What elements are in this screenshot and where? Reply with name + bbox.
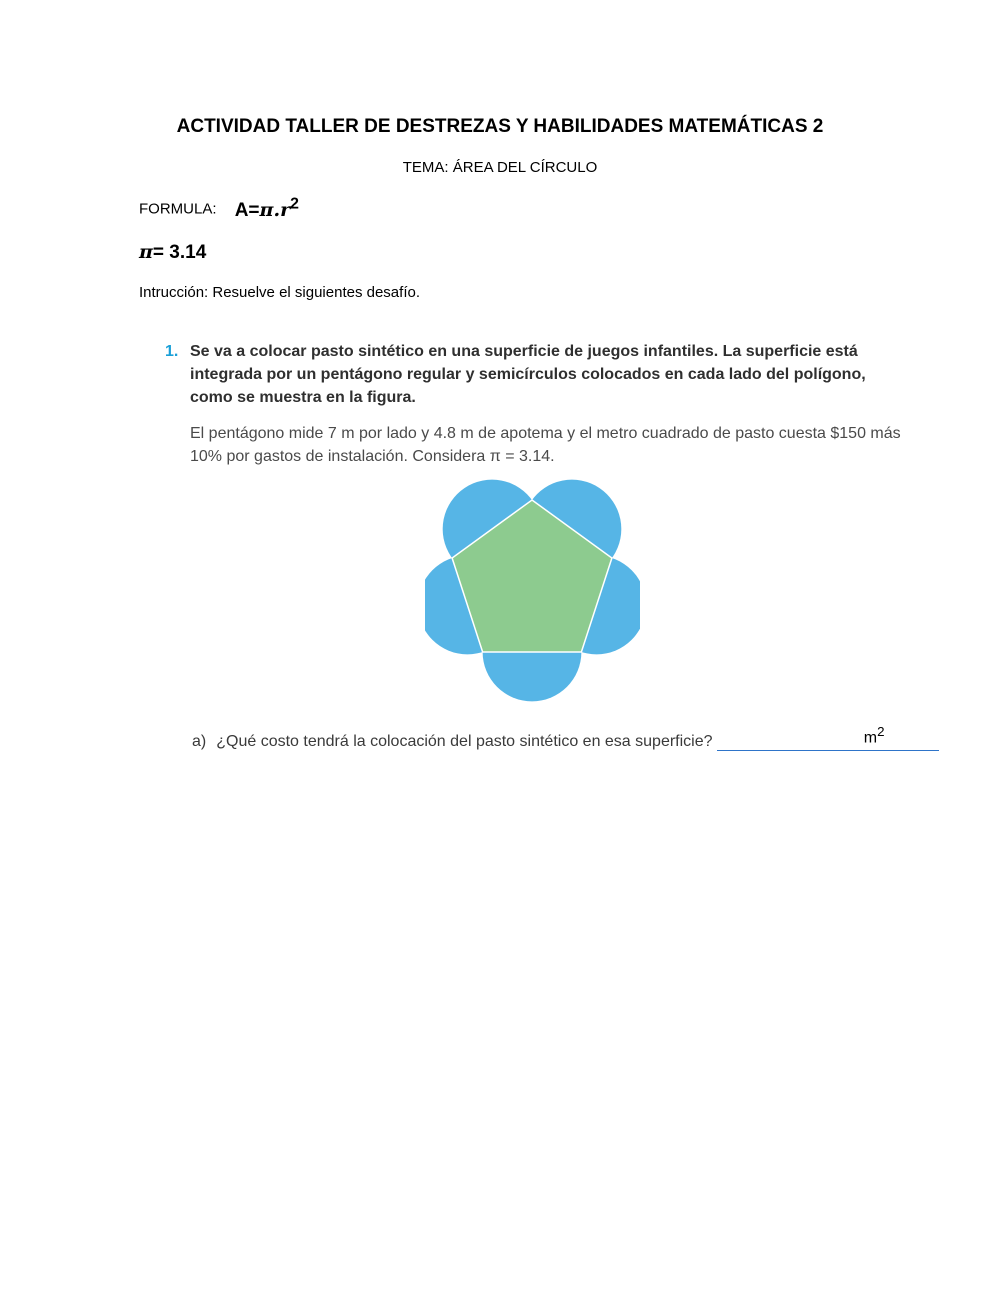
problem-statement: Se va a colocar pasto sintético en una superficie de juegos infantiles. La superficie está integrada por un pentágono regular y semicírculos colocados en cada lado del polígono, como se muestra en la figura. <box>190 343 866 406</box>
instruction-text: Intrucción: Resuelve el siguientes desafío. <box>139 284 420 301</box>
question-letter: a) <box>192 733 207 750</box>
problem-number: 1. <box>165 343 179 360</box>
formula-label: FORMULA: <box>139 200 217 218</box>
problem-details: El pentágono mide 7 m por lado y 4.8 m de apotema y el metro cuadrado de pasto cuesta $150 más 10% por gastos de instalación. Considera π = 3.14. <box>190 425 901 465</box>
formula-line <box>139 196 299 222</box>
question-text: ¿Qué costo tendrá la colocación del pasto sintético en esa superficie? <box>216 733 713 750</box>
question-a <box>192 724 939 751</box>
answer-unit: $m^2$ <box>863 724 885 747</box>
answer-blank[interactable] <box>717 724 939 751</box>
formula-expression: $A=\pi.r^2$ <box>234 196 299 222</box>
topic-line: TEMA: ÁREA DEL CÍRCULO <box>402 159 598 176</box>
problem-block <box>165 340 905 468</box>
pentagon-semicircles-figure <box>425 466 640 711</box>
pi-value: π= 3.14 <box>139 241 207 263</box>
document-title: ACTIVIDAD TALLER DE DESTREZAS Y HABILIDADES MATEMÁTICAS 2 <box>176 116 824 137</box>
